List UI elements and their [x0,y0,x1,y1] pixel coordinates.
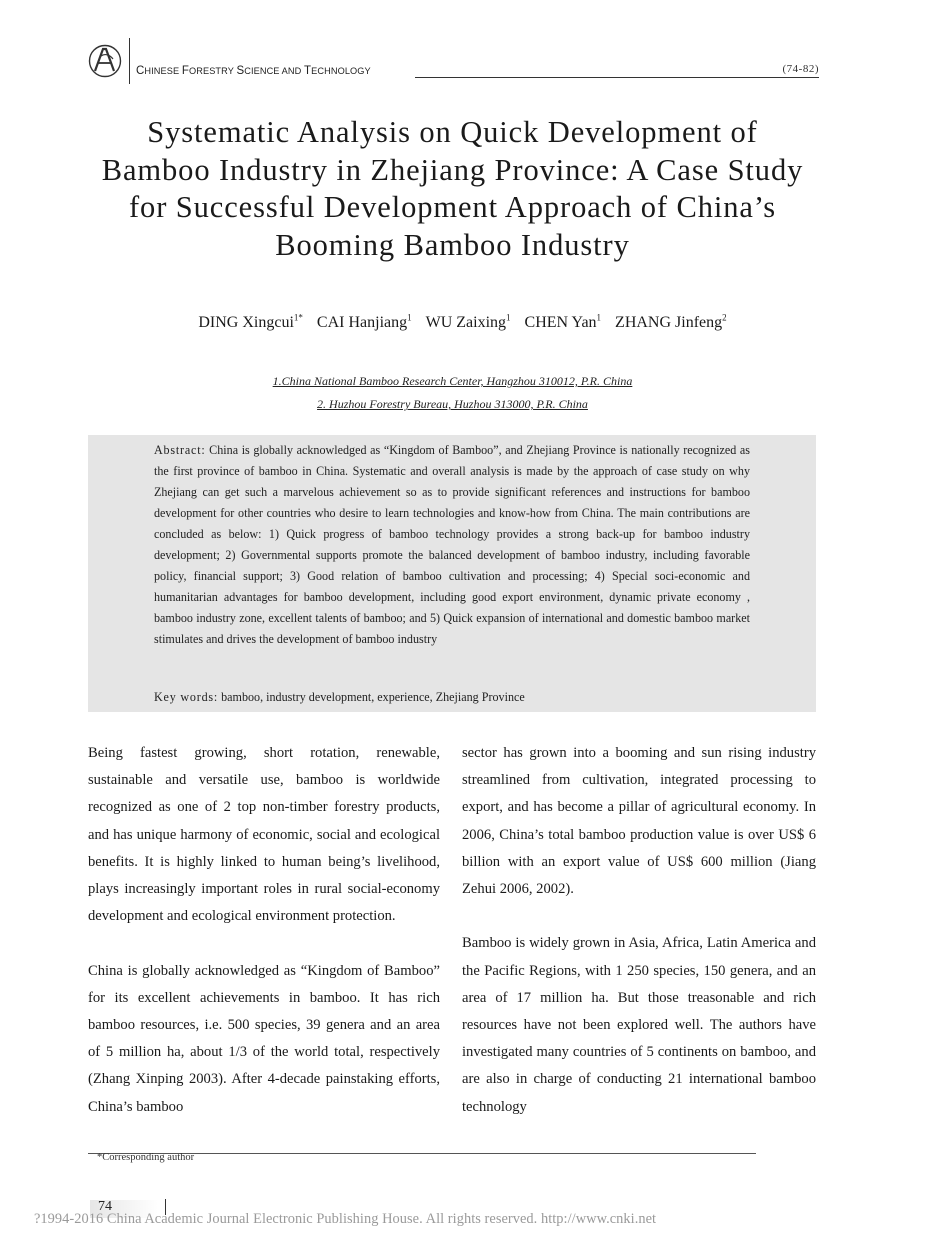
affiliation: 1.China National Bamboo Research Center, Hangzhou 310012, P.R. China [272,374,633,388]
journal-name: CHINESE FORESTRY SCIENCE AND TECHNOLOGY [136,65,371,77]
keywords [154,690,525,705]
header-divider [129,38,130,84]
paper-title: Systematic Analysis on Quick Development of Bamboo Industry in Zhejiang Province: A Case Study for Successful Development Approach of China’s Booming Bamboo Industry [101,115,804,262]
header-rule [415,77,819,78]
abstract-label: Abstract: [154,443,206,457]
body-paragraph: sector has grown into a booming and sun rising industry streamlined from cultivation, integrated processing to export, and has become a pillar of agricultural economy. In 2006, China’s total bamboo production value is over US$ 6 billion with an export value of US$ 600 million (Jiang Zehui 2006, 2002). [462,745,816,898]
author: CHEN Yan$^1$ [524,313,602,332]
footnote: *Corresponding author [97,1152,195,1163]
journal-logo-icon [88,44,122,78]
page-number: 74 [98,1199,112,1214]
author-list [60,313,865,332]
body-paragraph: China is globally acknowledged as “Kingdom of Bamboo” for its excellent achievements in bamboo. It has rich bamboo resources, i.e. 500 species, 39 genera and an area of 5 million ha, about 1/3 of the world total, respectively (Zhang Xinping 2003). After 4-decade painstaking efforts, China’s bamboo [88,962,440,1115]
body-paragraph: Being fastest growing, short rotation, renewable, sustainable and versatile use, bamboo is worldwide recognized as one of 2 top non-timber forestry products, and has unique harmony of economic, social and ecological benefits. It is highly linked to human being’s livelihood, plays increasingly important roles in rural social-economy development and ecological environment protection. [88,745,440,925]
abstract [154,440,750,650]
copyright-notice: ?1994-2016 China Academic Journal Electronic Publishing House. All rights reserved. http://www.cnki.net [34,1211,657,1227]
body-column-left [88,740,440,1121]
author: DING Xingcui$^{1*}$ [198,313,303,332]
author: ZHANG Jinfeng$^2$ [615,313,727,332]
keywords-label: Key words: [154,690,219,704]
author: WU Zaixing$^1$ [425,313,511,332]
keywords-body: bamboo, industry development, experience, Zhejiang Province [221,690,525,704]
body-paragraph: Bamboo is widely grown in Asia, Africa, Latin America and the Pacific Regions, with 1 250 species, 150 genera, and an area of 17 million ha. But those treasonable and rich resources have not been explored well. The authors have investigated many countries of 5 continents on bamboo, and are also in charge of conducting 21 international bamboo technology [462,935,816,1115]
affiliation: 2. Huzhou Forestry Bureau, Huzhou 313000, P.R. China [317,397,588,411]
body-column-right [462,740,816,1121]
page-range: (74-82) [782,63,819,75]
abstract-body: China is globally acknowledged as “Kingdom of Bamboo”, and Zhejiang Province is nationally recognized as the first province of bamboo in China. Systematic and overall analysis is made by the approach of case study on why Zhejiang can get such a marvelous achievement so as to provide significant references and instructions for bamboo development for other countries who desire to learn technologies and know-how from China. The main contributions are concluded as below: 1) Quick progress of bamboo technology provides a strong back-up for bamboo industry development; 2) Governmental supports promote the balanced development of bamboo industry, including favorable policy, financial support; 3) Good relation of bamboo cultivation and processing; 4) Special soci-economic and humanitarian advantages for bamboo development, including good export environment, dynamic private economy , bamboo industry zone, excellent talents of bamboo; and 5) Quick expansion of international and domestic bamboo market stimulates and drives the development of bamboo industry [154,443,750,646]
author: CAI Hanjiang$^1$ [316,313,412,332]
